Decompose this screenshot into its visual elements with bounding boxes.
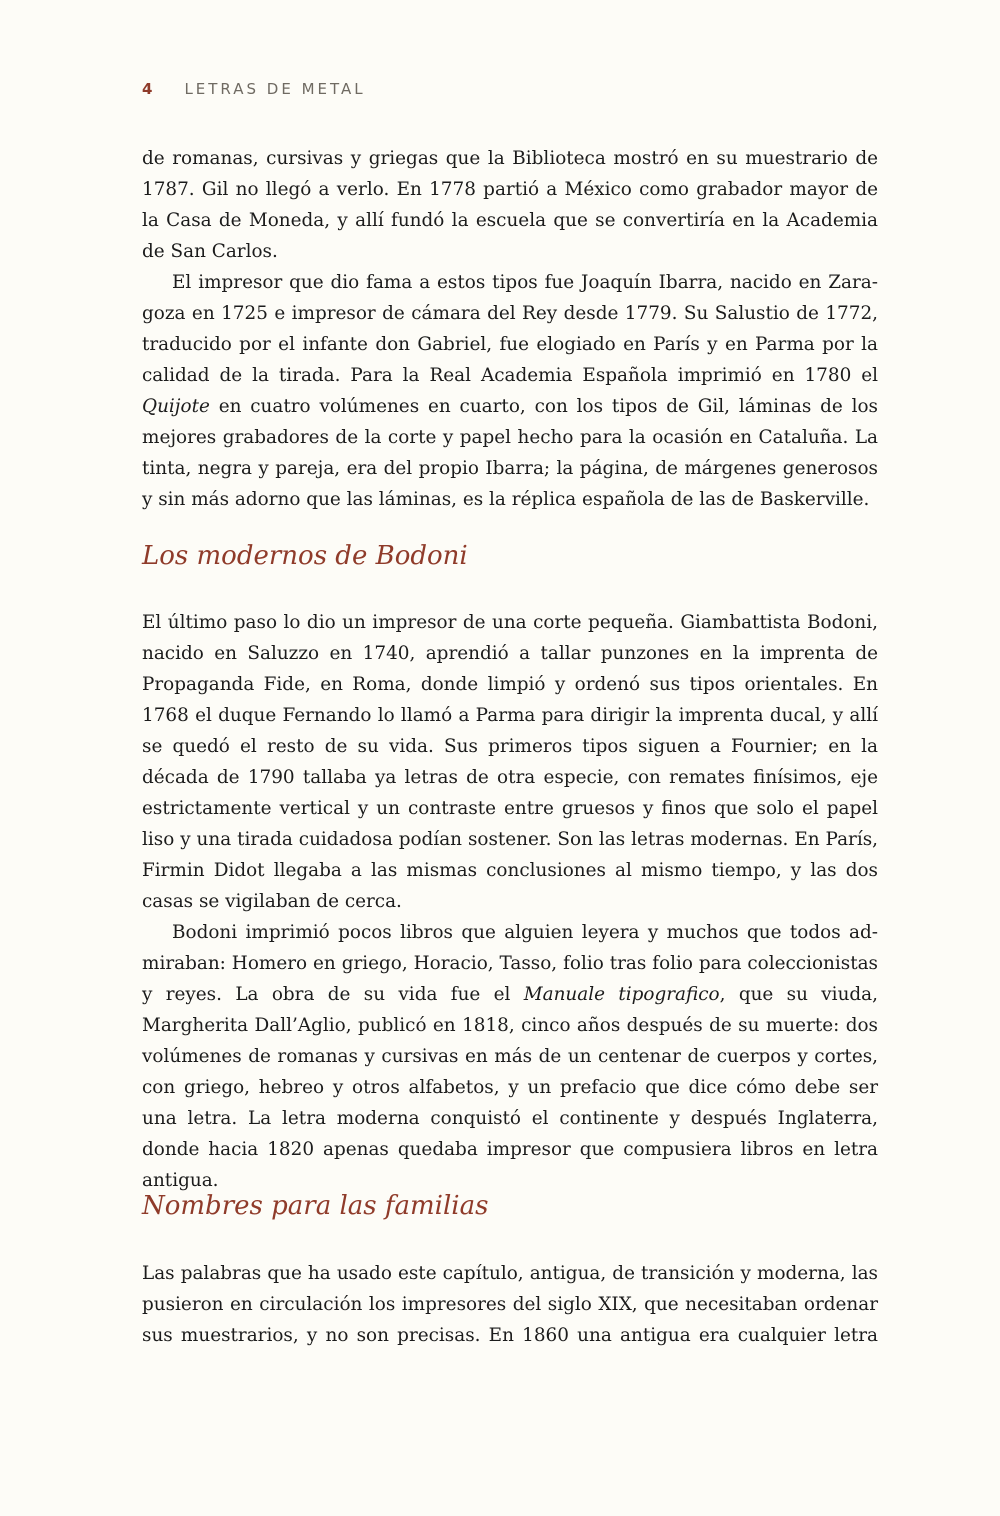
section-nombres	[142, 1258, 878, 1351]
book-title-manuale: Manuale tipografico	[523, 984, 720, 1005]
page-number: 4	[142, 80, 153, 98]
paragraph-manuale	[142, 917, 878, 1196]
paragraph-text: en cuatro volúmenes en cuarto, con los tipos de Gil, láminas de los mejores grabadores de la corte y papel hecho para la ocasión en Cataluña. La tinta, negra y pareja, era del propio Ibarra; la página, de márgenes generosos y sin más adorno que las láminas, es la réplica española de las de Baskerville.	[142, 396, 878, 510]
book-title-quijote: Quijote	[142, 396, 210, 417]
paragraph-text: Bodoni imprimió pocos libros que alguien leyera y muchos que todos admiraban: Homero en griego, Horacio, Tasso, folio tras folio para coleccionistas y reyes. La obra de su vida fue el	[142, 922, 878, 1005]
paragraph: Las palabras que ha usado este capítulo, antigua, de transición y moderna, las pusieron en circulación los impresores del siglo XIX, que necesitaban ordenar sus muestrarios, y no son precisas. En 1860 una antigua era cualquier letra	[142, 1263, 878, 1346]
paragraph: El último paso lo dio un impresor de una corte pequeña. Giambattista Bodoni, nacido en Saluzzo en 1740, aprendió a tallar punzones en la imprenta de Propaganda Fide, en Roma, donde limpió y ordenó sus tipos orientales. En 1768 el duque Fernando lo llamó a Parma para dirigir la imprenta ducal, y allí se quedó el resto de su vida. Sus primeros tipos siguen a Fournier; en la década de 1790 tallaba ya letras de otra especie, con remates finísimos, eje estrictamente vertical y un contraste entre gruesos y finos que solo el papel liso y una tirada cuidadosa podían sostener. Son las letras modernas. En París, Firmin Didot llegaba a las mismas conclusiones al mismo tiempo, y las dos casas se vigilaban de cerca.	[142, 612, 878, 912]
paragraph-text: El impresor que dio fama a estos tipos fue Joaquín Ibarra, nacido en Zaragoza en 1725 e impresor de cámara del Rey desde 1779. Su Salustio de 1772, traducido por el infante don Gabriel, fue elogiado en París y en Parma por la calidad de la tirada. Para la Real Academia Española imprimió en 1780 el	[142, 272, 878, 386]
paragraph: de romanas, cursivas y griegas que la Biblioteca mostró en su muestrario de 1787. Gil no llegó a verlo. En 1778 partió a México como grabador mayor de la Casa de Moneda, y allí fundó la escuela que se convertiría en la Academia de San Carlos.	[142, 148, 878, 262]
paragraph-text: , que su viuda, Margherita Dall’Aglio, publicó en 1818, cinco años después de su muerte: dos volúmenes de romanas y cursivas en más de un centenar de cuerpos y cortes, con griego, hebreo y otros alfabetos, y un prefacio que dice cómo debe ser una letra. La letra moderna conquistó el continente y después Inglaterra, donde hacia 1820 apenas quedaba impresor que compusiera libros en letra antigua.	[142, 984, 878, 1191]
section-bodoni	[142, 607, 878, 1196]
section-heading-nombres: Nombres para las familias	[142, 1191, 489, 1221]
section-ibarra	[142, 143, 878, 515]
running-head-title: LETRAS DE METAL	[184, 80, 366, 98]
paragraph-ibarra	[142, 267, 878, 515]
section-heading-bodoni: Los modernos de Bodoni	[142, 541, 468, 571]
running-head	[142, 80, 366, 98]
